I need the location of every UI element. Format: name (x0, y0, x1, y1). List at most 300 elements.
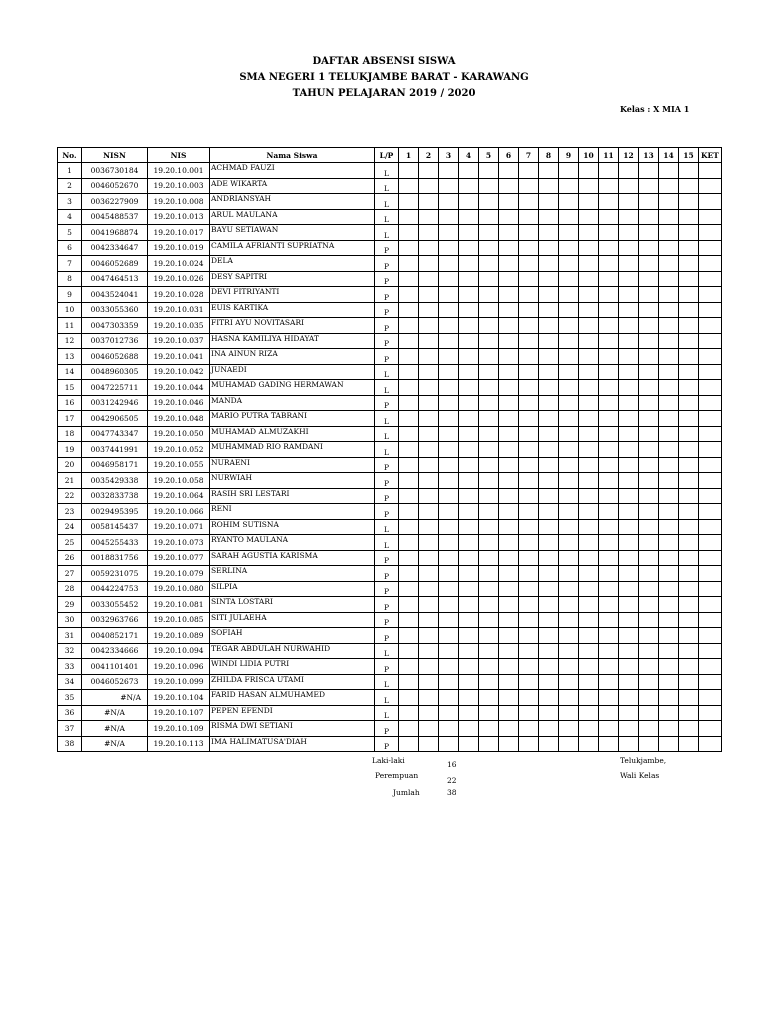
attendance-cell[interactable] (519, 302, 539, 318)
attendance-cell[interactable] (679, 581, 699, 597)
attendance-cell[interactable] (599, 597, 619, 613)
attendance-cell[interactable] (559, 302, 579, 318)
attendance-cell[interactable] (679, 442, 699, 458)
attendance-cell[interactable] (459, 597, 479, 613)
attendance-cell[interactable] (419, 736, 439, 752)
attendance-cell[interactable] (399, 597, 419, 613)
attendance-cell[interactable] (659, 395, 679, 411)
attendance-cell[interactable] (479, 721, 499, 737)
attendance-cell[interactable] (579, 736, 599, 752)
attendance-cell[interactable] (519, 271, 539, 287)
attendance-cell[interactable] (459, 194, 479, 210)
attendance-cell[interactable] (519, 566, 539, 582)
attendance-cell[interactable] (619, 705, 639, 721)
attendance-cell[interactable] (539, 194, 559, 210)
attendance-cell[interactable] (559, 519, 579, 535)
attendance-cell[interactable] (479, 674, 499, 690)
attendance-cell[interactable] (659, 178, 679, 194)
attendance-cell[interactable] (439, 566, 459, 582)
attendance-cell[interactable] (579, 395, 599, 411)
attendance-cell[interactable] (659, 411, 679, 427)
attendance-cell[interactable] (599, 209, 619, 225)
attendance-cell[interactable] (419, 581, 439, 597)
ket-cell[interactable] (699, 209, 722, 225)
attendance-cell[interactable] (639, 442, 659, 458)
attendance-cell[interactable] (659, 674, 679, 690)
attendance-cell[interactable] (399, 519, 419, 535)
attendance-cell[interactable] (499, 721, 519, 737)
attendance-cell[interactable] (619, 178, 639, 194)
attendance-cell[interactable] (539, 504, 559, 520)
attendance-cell[interactable] (539, 426, 559, 442)
attendance-cell[interactable] (639, 566, 659, 582)
attendance-cell[interactable] (439, 488, 459, 504)
attendance-cell[interactable] (459, 659, 479, 675)
attendance-cell[interactable] (679, 519, 699, 535)
attendance-cell[interactable] (459, 318, 479, 334)
attendance-cell[interactable] (399, 612, 419, 628)
attendance-cell[interactable] (639, 581, 659, 597)
ket-cell[interactable] (699, 488, 722, 504)
attendance-cell[interactable] (579, 442, 599, 458)
attendance-cell[interactable] (439, 380, 459, 396)
attendance-cell[interactable] (519, 721, 539, 737)
attendance-cell[interactable] (579, 659, 599, 675)
attendance-cell[interactable] (639, 690, 659, 706)
attendance-cell[interactable] (459, 488, 479, 504)
attendance-cell[interactable] (659, 442, 679, 458)
attendance-cell[interactable] (499, 504, 519, 520)
attendance-cell[interactable] (519, 628, 539, 644)
attendance-cell[interactable] (599, 426, 619, 442)
attendance-cell[interactable] (599, 519, 619, 535)
attendance-cell[interactable] (399, 287, 419, 303)
attendance-cell[interactable] (499, 209, 519, 225)
attendance-cell[interactable] (419, 643, 439, 659)
attendance-cell[interactable] (539, 442, 559, 458)
attendance-cell[interactable] (499, 395, 519, 411)
attendance-cell[interactable] (559, 194, 579, 210)
attendance-cell[interactable] (519, 535, 539, 551)
attendance-cell[interactable] (479, 566, 499, 582)
attendance-cell[interactable] (459, 535, 479, 551)
attendance-cell[interactable] (539, 597, 559, 613)
attendance-cell[interactable] (459, 442, 479, 458)
attendance-cell[interactable] (459, 550, 479, 566)
attendance-cell[interactable] (619, 659, 639, 675)
ket-cell[interactable] (699, 426, 722, 442)
attendance-cell[interactable] (519, 674, 539, 690)
attendance-cell[interactable] (679, 628, 699, 644)
attendance-cell[interactable] (639, 426, 659, 442)
attendance-cell[interactable] (499, 318, 519, 334)
ket-cell[interactable] (699, 597, 722, 613)
attendance-cell[interactable] (419, 566, 439, 582)
attendance-cell[interactable] (499, 690, 519, 706)
attendance-cell[interactable] (539, 380, 559, 396)
attendance-cell[interactable] (499, 705, 519, 721)
attendance-cell[interactable] (539, 535, 559, 551)
attendance-cell[interactable] (439, 612, 459, 628)
attendance-cell[interactable] (539, 566, 559, 582)
attendance-cell[interactable] (579, 566, 599, 582)
ket-cell[interactable] (699, 612, 722, 628)
attendance-cell[interactable] (679, 333, 699, 349)
attendance-cell[interactable] (459, 628, 479, 644)
ket-cell[interactable] (699, 457, 722, 473)
attendance-cell[interactable] (559, 209, 579, 225)
attendance-cell[interactable] (579, 597, 599, 613)
attendance-cell[interactable] (539, 240, 559, 256)
ket-cell[interactable] (699, 566, 722, 582)
attendance-cell[interactable] (639, 163, 659, 179)
attendance-cell[interactable] (579, 209, 599, 225)
attendance-cell[interactable] (439, 628, 459, 644)
attendance-cell[interactable] (399, 488, 419, 504)
attendance-cell[interactable] (479, 597, 499, 613)
attendance-cell[interactable] (459, 411, 479, 427)
attendance-cell[interactable] (539, 473, 559, 489)
attendance-cell[interactable] (599, 318, 619, 334)
attendance-cell[interactable] (519, 225, 539, 241)
attendance-cell[interactable] (459, 287, 479, 303)
attendance-cell[interactable] (479, 163, 499, 179)
attendance-cell[interactable] (419, 488, 439, 504)
attendance-cell[interactable] (619, 488, 639, 504)
attendance-cell[interactable] (659, 333, 679, 349)
attendance-cell[interactable] (519, 426, 539, 442)
attendance-cell[interactable] (439, 643, 459, 659)
attendance-cell[interactable] (559, 690, 579, 706)
attendance-cell[interactable] (579, 318, 599, 334)
attendance-cell[interactable] (399, 426, 419, 442)
attendance-cell[interactable] (439, 302, 459, 318)
attendance-cell[interactable] (439, 597, 459, 613)
attendance-cell[interactable] (559, 271, 579, 287)
attendance-cell[interactable] (439, 256, 459, 272)
attendance-cell[interactable] (599, 457, 619, 473)
attendance-cell[interactable] (399, 364, 419, 380)
attendance-cell[interactable] (439, 194, 459, 210)
attendance-cell[interactable] (459, 721, 479, 737)
attendance-cell[interactable] (439, 225, 459, 241)
attendance-cell[interactable] (559, 566, 579, 582)
attendance-cell[interactable] (519, 178, 539, 194)
attendance-cell[interactable] (399, 674, 419, 690)
attendance-cell[interactable] (539, 581, 559, 597)
attendance-cell[interactable] (539, 457, 559, 473)
attendance-cell[interactable] (519, 550, 539, 566)
attendance-cell[interactable] (559, 240, 579, 256)
attendance-cell[interactable] (659, 488, 679, 504)
attendance-cell[interactable] (419, 705, 439, 721)
attendance-cell[interactable] (639, 504, 659, 520)
attendance-cell[interactable] (479, 705, 499, 721)
ket-cell[interactable] (699, 442, 722, 458)
attendance-cell[interactable] (519, 163, 539, 179)
attendance-cell[interactable] (419, 271, 439, 287)
attendance-cell[interactable] (539, 287, 559, 303)
attendance-cell[interactable] (659, 380, 679, 396)
attendance-cell[interactable] (499, 426, 519, 442)
attendance-cell[interactable] (639, 473, 659, 489)
attendance-cell[interactable] (439, 178, 459, 194)
attendance-cell[interactable] (659, 643, 679, 659)
attendance-cell[interactable] (599, 550, 619, 566)
attendance-cell[interactable] (519, 209, 539, 225)
attendance-cell[interactable] (559, 659, 579, 675)
attendance-cell[interactable] (499, 488, 519, 504)
attendance-cell[interactable] (499, 643, 519, 659)
attendance-cell[interactable] (599, 643, 619, 659)
attendance-cell[interactable] (619, 287, 639, 303)
attendance-cell[interactable] (519, 643, 539, 659)
ket-cell[interactable] (699, 271, 722, 287)
attendance-cell[interactable] (579, 256, 599, 272)
attendance-cell[interactable] (459, 209, 479, 225)
attendance-cell[interactable] (499, 349, 519, 365)
attendance-cell[interactable] (399, 411, 419, 427)
attendance-cell[interactable] (499, 287, 519, 303)
attendance-cell[interactable] (479, 240, 499, 256)
ket-cell[interactable] (699, 395, 722, 411)
ket-cell[interactable] (699, 178, 722, 194)
attendance-cell[interactable] (439, 287, 459, 303)
attendance-cell[interactable] (539, 364, 559, 380)
attendance-cell[interactable] (599, 380, 619, 396)
attendance-cell[interactable] (479, 457, 499, 473)
attendance-cell[interactable] (559, 426, 579, 442)
attendance-cell[interactable] (499, 302, 519, 318)
attendance-cell[interactable] (419, 457, 439, 473)
attendance-cell[interactable] (419, 364, 439, 380)
attendance-cell[interactable] (539, 271, 559, 287)
attendance-cell[interactable] (499, 581, 519, 597)
attendance-cell[interactable] (459, 566, 479, 582)
attendance-cell[interactable] (659, 612, 679, 628)
attendance-cell[interactable] (639, 364, 659, 380)
attendance-cell[interactable] (559, 705, 579, 721)
attendance-cell[interactable] (439, 721, 459, 737)
attendance-cell[interactable] (639, 721, 659, 737)
attendance-cell[interactable] (499, 271, 519, 287)
attendance-cell[interactable] (519, 705, 539, 721)
attendance-cell[interactable] (539, 690, 559, 706)
attendance-cell[interactable] (479, 256, 499, 272)
attendance-cell[interactable] (439, 504, 459, 520)
attendance-cell[interactable] (559, 395, 579, 411)
attendance-cell[interactable] (399, 550, 419, 566)
attendance-cell[interactable] (459, 225, 479, 241)
attendance-cell[interactable] (519, 736, 539, 752)
attendance-cell[interactable] (399, 473, 419, 489)
attendance-cell[interactable] (479, 473, 499, 489)
attendance-cell[interactable] (419, 473, 439, 489)
attendance-cell[interactable] (459, 178, 479, 194)
attendance-cell[interactable] (639, 643, 659, 659)
attendance-cell[interactable] (419, 194, 439, 210)
attendance-cell[interactable] (619, 302, 639, 318)
attendance-cell[interactable] (459, 256, 479, 272)
attendance-cell[interactable] (659, 550, 679, 566)
attendance-cell[interactable] (559, 736, 579, 752)
attendance-cell[interactable] (519, 659, 539, 675)
attendance-cell[interactable] (579, 488, 599, 504)
attendance-cell[interactable] (419, 690, 439, 706)
attendance-cell[interactable] (479, 426, 499, 442)
attendance-cell[interactable] (439, 705, 459, 721)
attendance-cell[interactable] (519, 690, 539, 706)
attendance-cell[interactable] (399, 581, 419, 597)
attendance-cell[interactable] (619, 535, 639, 551)
attendance-cell[interactable] (579, 519, 599, 535)
attendance-cell[interactable] (679, 597, 699, 613)
attendance-cell[interactable] (399, 225, 419, 241)
attendance-cell[interactable] (619, 550, 639, 566)
attendance-cell[interactable] (619, 256, 639, 272)
attendance-cell[interactable] (559, 643, 579, 659)
attendance-cell[interactable] (599, 659, 619, 675)
attendance-cell[interactable] (419, 721, 439, 737)
attendance-cell[interactable] (659, 473, 679, 489)
attendance-cell[interactable] (499, 628, 519, 644)
attendance-cell[interactable] (679, 612, 699, 628)
attendance-cell[interactable] (659, 194, 679, 210)
attendance-cell[interactable] (639, 333, 659, 349)
attendance-cell[interactable] (479, 581, 499, 597)
attendance-cell[interactable] (559, 178, 579, 194)
attendance-cell[interactable] (599, 163, 619, 179)
attendance-cell[interactable] (639, 395, 659, 411)
attendance-cell[interactable] (459, 581, 479, 597)
attendance-cell[interactable] (659, 225, 679, 241)
ket-cell[interactable] (699, 659, 722, 675)
attendance-cell[interactable] (419, 225, 439, 241)
ket-cell[interactable] (699, 318, 722, 334)
attendance-cell[interactable] (559, 581, 579, 597)
attendance-cell[interactable] (579, 411, 599, 427)
attendance-cell[interactable] (659, 736, 679, 752)
attendance-cell[interactable] (439, 550, 459, 566)
attendance-cell[interactable] (459, 395, 479, 411)
ket-cell[interactable] (699, 690, 722, 706)
attendance-cell[interactable] (679, 163, 699, 179)
attendance-cell[interactable] (579, 581, 599, 597)
attendance-cell[interactable] (599, 674, 619, 690)
attendance-cell[interactable] (399, 442, 419, 458)
attendance-cell[interactable] (499, 736, 519, 752)
attendance-cell[interactable] (679, 240, 699, 256)
attendance-cell[interactable] (439, 240, 459, 256)
attendance-cell[interactable] (619, 612, 639, 628)
attendance-cell[interactable] (479, 380, 499, 396)
attendance-cell[interactable] (459, 690, 479, 706)
attendance-cell[interactable] (639, 550, 659, 566)
attendance-cell[interactable] (519, 256, 539, 272)
ket-cell[interactable] (699, 411, 722, 427)
attendance-cell[interactable] (659, 628, 679, 644)
attendance-cell[interactable] (679, 566, 699, 582)
attendance-cell[interactable] (559, 442, 579, 458)
attendance-cell[interactable] (439, 659, 459, 675)
attendance-cell[interactable] (459, 302, 479, 318)
attendance-cell[interactable] (559, 287, 579, 303)
attendance-cell[interactable] (439, 349, 459, 365)
attendance-cell[interactable] (399, 566, 419, 582)
attendance-cell[interactable] (559, 349, 579, 365)
attendance-cell[interactable] (479, 178, 499, 194)
ket-cell[interactable] (699, 240, 722, 256)
attendance-cell[interactable] (559, 488, 579, 504)
attendance-cell[interactable] (679, 318, 699, 334)
attendance-cell[interactable] (399, 736, 419, 752)
attendance-cell[interactable] (519, 597, 539, 613)
attendance-cell[interactable] (599, 442, 619, 458)
attendance-cell[interactable] (659, 721, 679, 737)
attendance-cell[interactable] (679, 535, 699, 551)
attendance-cell[interactable] (639, 457, 659, 473)
attendance-cell[interactable] (419, 659, 439, 675)
attendance-cell[interactable] (539, 318, 559, 334)
attendance-cell[interactable] (639, 225, 659, 241)
attendance-cell[interactable] (419, 550, 439, 566)
attendance-cell[interactable] (399, 271, 419, 287)
attendance-cell[interactable] (559, 364, 579, 380)
attendance-cell[interactable] (599, 225, 619, 241)
attendance-cell[interactable] (519, 504, 539, 520)
attendance-cell[interactable] (539, 705, 559, 721)
attendance-cell[interactable] (599, 287, 619, 303)
attendance-cell[interactable] (539, 225, 559, 241)
ket-cell[interactable] (699, 364, 722, 380)
attendance-cell[interactable] (659, 256, 679, 272)
attendance-cell[interactable] (519, 473, 539, 489)
attendance-cell[interactable] (579, 628, 599, 644)
attendance-cell[interactable] (559, 318, 579, 334)
attendance-cell[interactable] (619, 349, 639, 365)
attendance-cell[interactable] (579, 504, 599, 520)
attendance-cell[interactable] (519, 581, 539, 597)
attendance-cell[interactable] (499, 364, 519, 380)
attendance-cell[interactable] (559, 628, 579, 644)
attendance-cell[interactable] (619, 721, 639, 737)
attendance-cell[interactable] (639, 705, 659, 721)
attendance-cell[interactable] (479, 395, 499, 411)
attendance-cell[interactable] (439, 674, 459, 690)
attendance-cell[interactable] (659, 457, 679, 473)
attendance-cell[interactable] (519, 457, 539, 473)
attendance-cell[interactable] (499, 194, 519, 210)
attendance-cell[interactable] (659, 535, 679, 551)
attendance-cell[interactable] (599, 349, 619, 365)
attendance-cell[interactable] (479, 302, 499, 318)
attendance-cell[interactable] (579, 271, 599, 287)
attendance-cell[interactable] (419, 178, 439, 194)
attendance-cell[interactable] (499, 519, 519, 535)
attendance-cell[interactable] (399, 256, 419, 272)
attendance-cell[interactable] (459, 426, 479, 442)
attendance-cell[interactable] (419, 380, 439, 396)
attendance-cell[interactable] (519, 488, 539, 504)
attendance-cell[interactable] (679, 178, 699, 194)
attendance-cell[interactable] (399, 659, 419, 675)
attendance-cell[interactable] (539, 659, 559, 675)
attendance-cell[interactable] (459, 333, 479, 349)
attendance-cell[interactable] (579, 535, 599, 551)
attendance-cell[interactable] (499, 333, 519, 349)
attendance-cell[interactable] (619, 411, 639, 427)
attendance-cell[interactable] (479, 659, 499, 675)
